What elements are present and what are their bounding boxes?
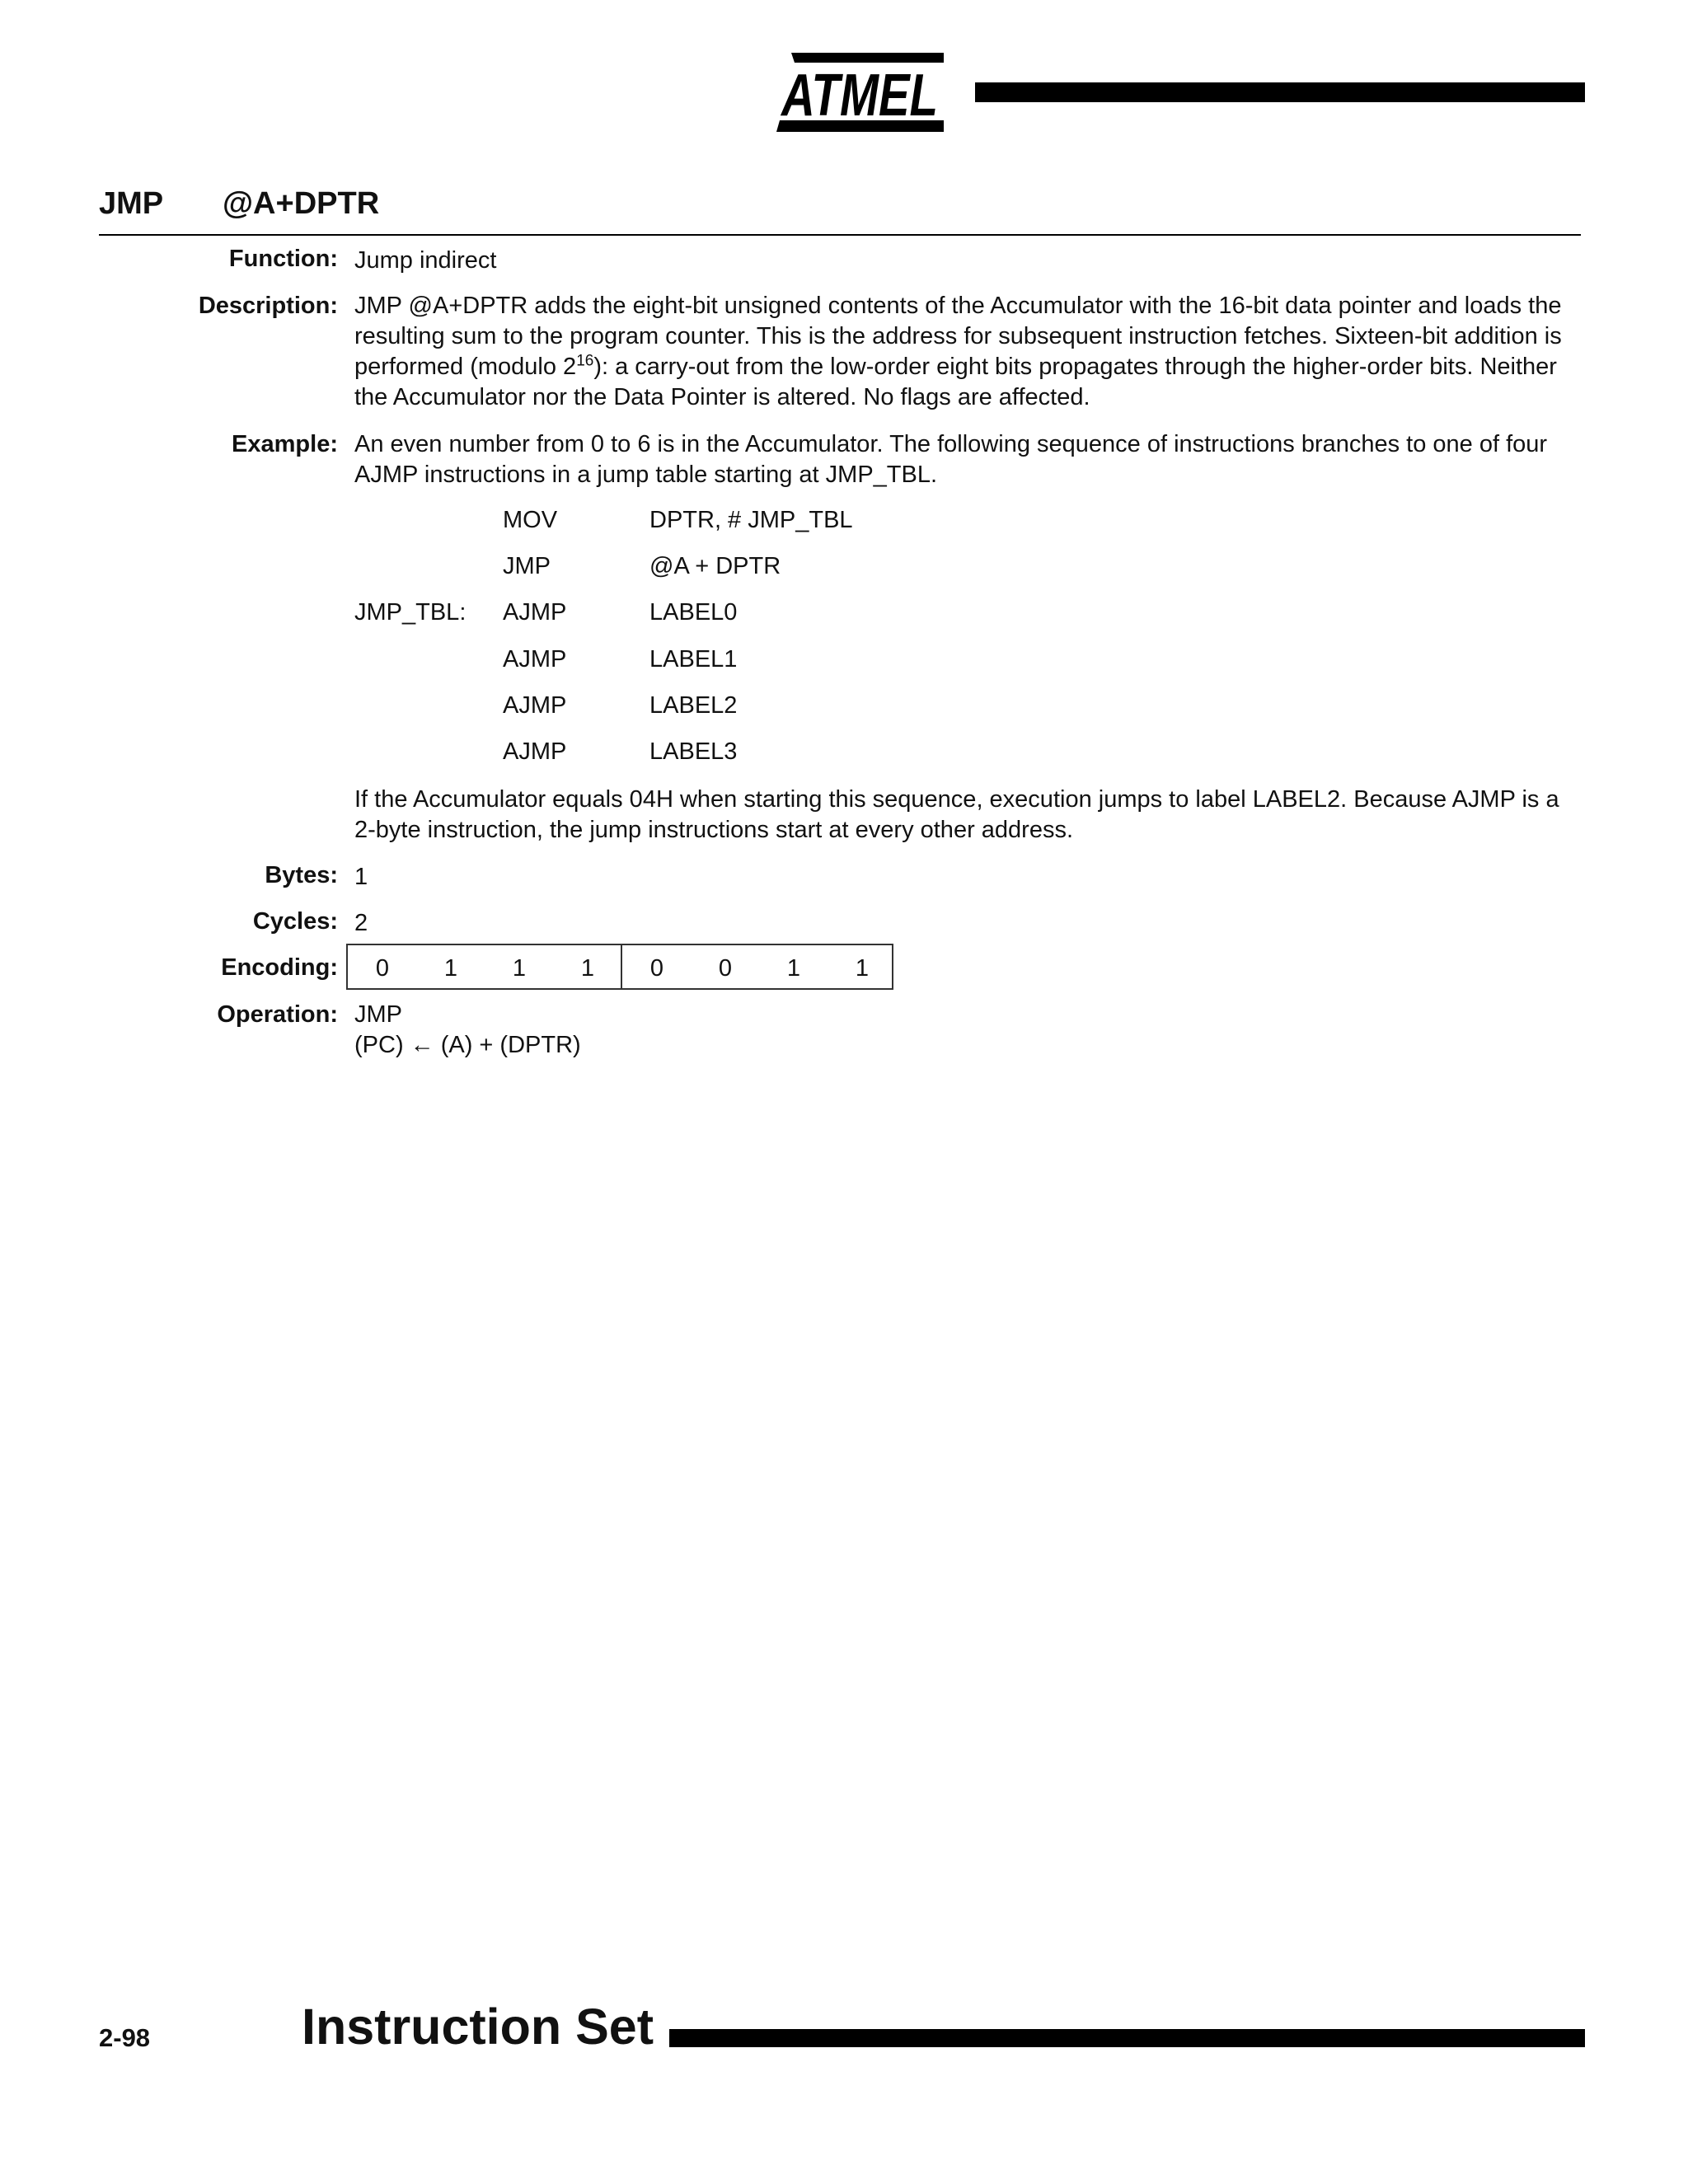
atmel-logo [775, 51, 948, 134]
bytes-label: Bytes: [265, 862, 338, 888]
encoding-bit: 1 [580, 955, 595, 982]
operation-label: Operation: [217, 1001, 338, 1028]
nibble-divider [621, 945, 622, 988]
title-rule [99, 234, 1581, 236]
function-label: Function: [228, 246, 338, 272]
instruction-mnemonic: JMP [99, 186, 164, 221]
encoding-bit: 1 [855, 955, 870, 982]
cycles-label: Cycles: [252, 908, 338, 935]
function-text: Jump indirect [354, 247, 497, 274]
page-number: 2-98 [99, 2023, 151, 2052]
operation-line-2: (PC) ← (A) + (DPTR) [354, 1032, 581, 1058]
example-intro: An even number from 0 to 6 is in the Accumulator. The following sequence of instructions branches to one of four AJMP instructions in a jump table starting at JMP_TBL. [354, 431, 1548, 488]
description-label: Description: [198, 293, 338, 319]
example-label: Example: [232, 431, 338, 457]
encoding-label: Encoding: [221, 954, 338, 981]
header-rule [975, 82, 1585, 102]
cycles-value: 2 [354, 910, 368, 936]
encoding-bit: 0 [375, 955, 390, 982]
description-text: JMP @A+DPTR adds the eight-bit unsigned contents of the Accumulator with the 16-bit data pointer and loads the resulting sum to the program counter. This is the address for subsequent instruction fetches. Sixteen-bit addition is performed (modulo $2^{16}$): a carry-out from the low-order eight bits propagates through the higher-order bits. Neither the Accumulator nor the Data Pointer is altered. No flags are affected. [354, 293, 1562, 410]
encoding-bit: 1 [786, 955, 801, 982]
footer-rule [669, 2029, 1585, 2047]
operation-line-1: JMP [354, 1001, 402, 1028]
instruction-operand: @A+DPTR [223, 186, 380, 221]
section-title: Instruction Set [302, 1999, 654, 2055]
bytes-value: 1 [354, 864, 368, 890]
example-outro: If the Accumulator equals 04H when starting this sequence, execution jumps to label LABEL2. Because AJMP is a 2-byte instruction, the jump instructions start at every other address. [354, 786, 1559, 843]
encoding-bit: 1 [443, 955, 458, 982]
encoding-bit: 0 [649, 955, 664, 982]
encoding-bit: 0 [718, 955, 733, 982]
encoding-box [346, 944, 893, 990]
svg-text:ATMEL: ATMEL [780, 63, 938, 129]
encoding-bit: 1 [512, 955, 527, 982]
